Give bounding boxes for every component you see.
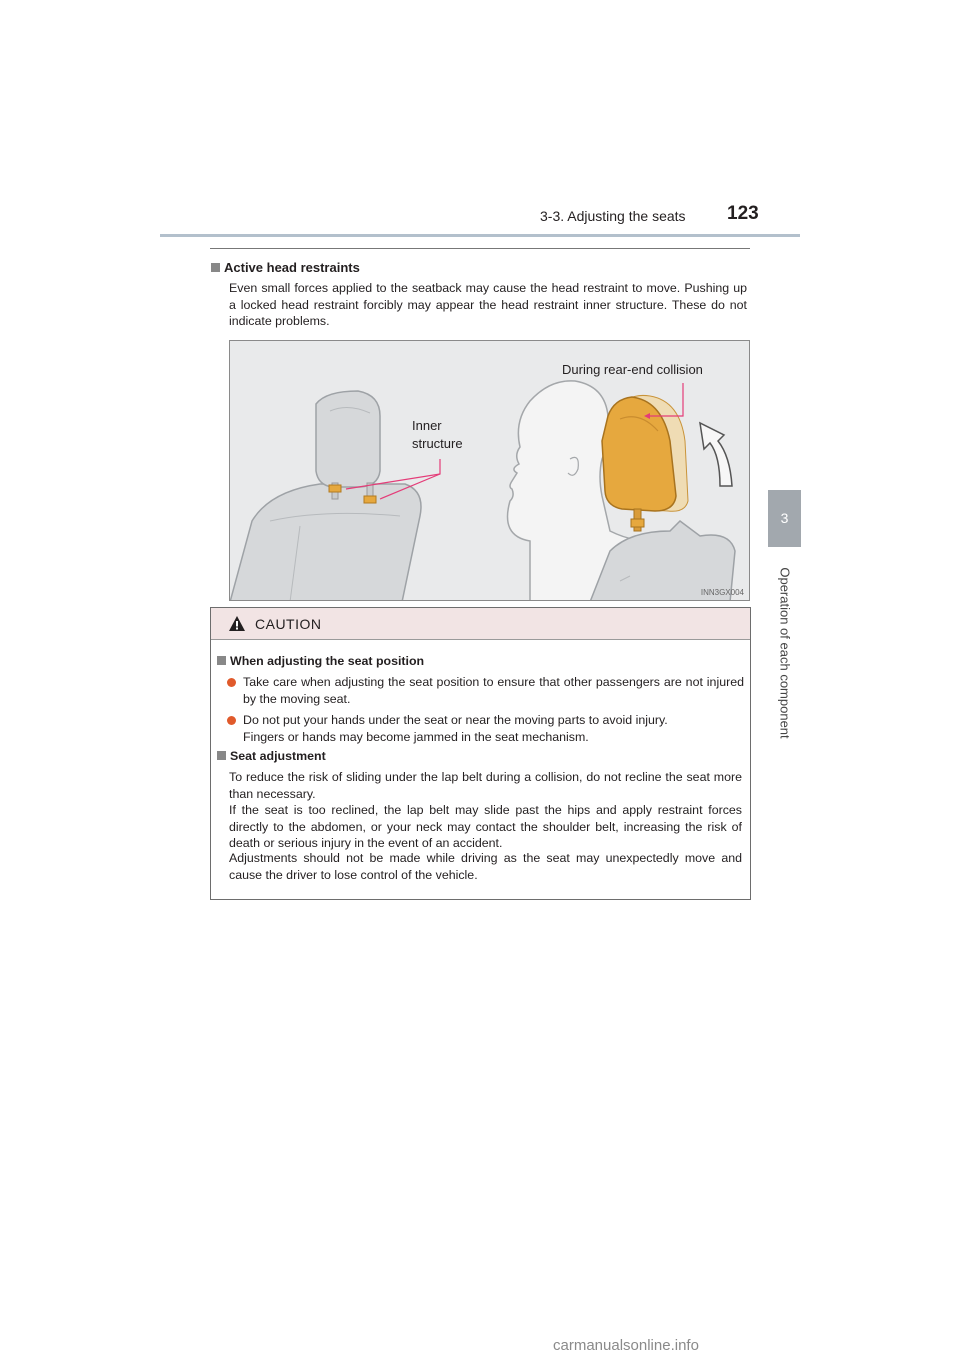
- inner-structure-marker-2: [364, 496, 376, 503]
- caution-paragraph-2: If the seat is too reclined, the lap belt may slide past the hips and apply restraint forces directly to the abdomen, or your neck may contact the shoulder belt, increasing the risk of death or serious injury in the event of an accident.: [229, 803, 742, 850]
- section-body-text: Even small forces applied to the seatback may cause the head restraint to move. Pushing up a locked head restraint forcibly may appear the head restraint inner structure. These do not indicate problems.: [229, 281, 747, 328]
- label-inner-structure-line2: structure: [412, 436, 463, 451]
- caution-subheading-text: When adjusting the seat position: [230, 654, 425, 668]
- caution-box: [210, 607, 751, 900]
- label-inner-structure-line1: Inner: [412, 418, 442, 433]
- header-rule: [160, 234, 800, 237]
- section-heading-text: Active head restraints: [224, 260, 360, 275]
- square-bullet-icon: [217, 751, 226, 760]
- footer-watermark: carmanualsonline.info: [553, 1337, 699, 1354]
- section-header-title: 3-3. Adjusting the seats: [540, 208, 686, 224]
- left-seat-back-shape: [230, 484, 421, 601]
- chapter-label: [778, 555, 792, 750]
- bullet-dot-icon: [227, 716, 236, 725]
- caution-bullet-2-line2: Fingers or hands may become jammed in the seat mechanism.: [243, 729, 589, 744]
- square-bullet-icon: [211, 263, 220, 272]
- caution-bullet-1-text: Take care when adjusting the seat position to ensure that other passengers are not injured by the moving seat.: [243, 675, 744, 706]
- caution-bullet-1: [227, 674, 744, 707]
- caution-subheading-seat-position: [217, 654, 424, 668]
- bullet-dot-icon: [227, 678, 236, 687]
- caution-bullet-2: [227, 712, 744, 745]
- caution-header: [211, 608, 750, 640]
- caution-bullet-2-line1: Do not put your hands under the seat or near the moving parts to avoid injury.: [243, 713, 668, 727]
- caution-subheading-seat-adjustment: [217, 749, 326, 763]
- left-headrest-shape: [316, 391, 380, 487]
- inner-structure-marker-1: [329, 485, 341, 492]
- illustration-svg: [230, 341, 750, 601]
- head-restraint-illustration: [229, 340, 750, 601]
- label-inner-structure: [412, 417, 463, 453]
- chapter-label-text: Operation of each component: [777, 566, 793, 739]
- label-rear-end-collision: During rear-end collision: [562, 362, 703, 377]
- caution-subheading-text: Seat adjustment: [230, 749, 326, 763]
- chapter-tab: 3: [768, 490, 801, 547]
- movement-arrow-icon: [700, 423, 732, 486]
- square-bullet-icon: [217, 656, 226, 665]
- warning-triangle-icon: [228, 615, 246, 632]
- section-divider: [210, 248, 750, 249]
- figure-code: INN3GX004: [700, 588, 744, 597]
- caution-paragraph-1: To reduce the risk of sliding under the lap belt during a collision, do not recline the seat more than necessary.: [229, 770, 742, 801]
- section-heading: [211, 260, 360, 275]
- caution-title: CAUTION: [255, 616, 322, 632]
- page-number: 123: [727, 203, 759, 224]
- caution-paragraph-3: Adjustments should not be made while driving as the seat may unexpectedly move and cause the driver to lose control of the vehicle.: [229, 851, 742, 882]
